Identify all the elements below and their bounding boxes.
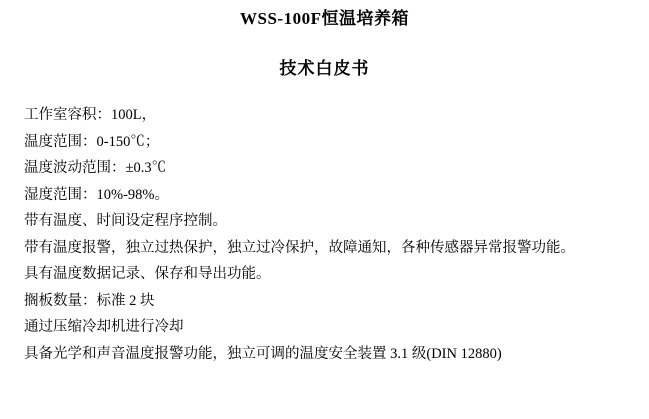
list-item: 具有温度数据记录、保存和导出功能。 [24,266,271,282]
specification-list [0,80,649,367]
list-item: 温度波动范围：±0.3℃ [24,160,167,176]
list-item: 具备光学和声音温度报警功能，独立可调的温度安全装置 3.1 级(DIN 12880) [24,345,502,362]
list-item: 搁板数量：标准 2 块 [24,292,155,309]
list-item: 带有温度报警，独立过热保护，独立过冷保护，故障通知，各种传感器异常报警功能。 [24,239,575,256]
list-item: 湿度范围：10%-98%。 [24,186,169,203]
list-item: 温度范围：0-150℃； [24,133,160,150]
page-subtitle: 技术白皮书 [279,59,370,78]
list-item: 带有温度、时间设定程序控制。 [24,213,227,229]
list-item: 通过压缩冷却机进行冷却 [24,319,184,335]
page-title: WSS-100F恒温培养箱 [240,9,409,28]
list-item: 工作室容积：100L， [24,107,157,123]
